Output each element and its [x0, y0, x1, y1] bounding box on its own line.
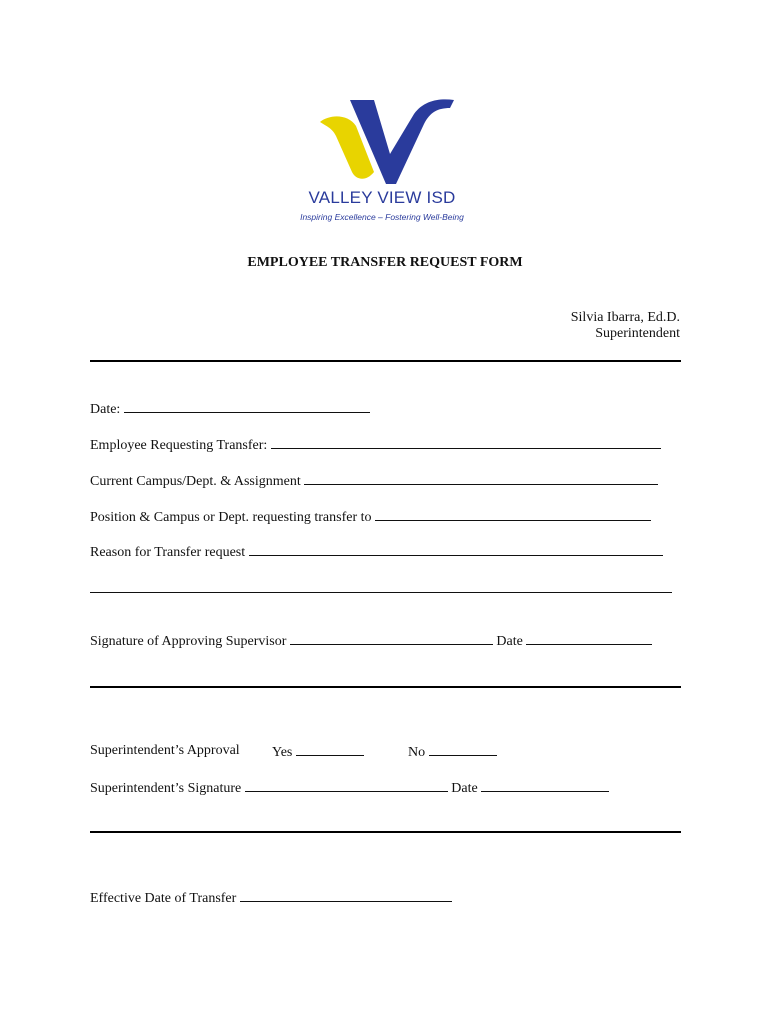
reason-continued-blank[interactable]: [90, 580, 672, 593]
superintendent-title: Superintendent: [595, 326, 680, 341]
divider: [90, 686, 681, 688]
approval-yes-label: Yes: [272, 745, 293, 760]
superintendent-signature-blank[interactable]: [245, 779, 448, 792]
superintendent-approval-label: Superintendent’s Approval: [90, 743, 240, 758]
effective-date-field: [90, 889, 452, 907]
supervisor-date-blank[interactable]: [526, 632, 652, 645]
position-label: Position & Campus or Dept. requesting transfer to: [90, 510, 372, 525]
superintendent-date-blank[interactable]: [481, 779, 609, 792]
current-assignment-blank[interactable]: [304, 472, 658, 485]
effective-date-blank[interactable]: [240, 889, 452, 902]
employee-blank[interactable]: [271, 436, 661, 449]
superintendent-signature-label: Superintendent’s Signature: [90, 781, 242, 796]
date-field: [90, 400, 370, 418]
current-assignment-field: [90, 472, 658, 490]
approval-no-blank[interactable]: [429, 743, 497, 756]
approval-yes-field: [272, 743, 364, 761]
reason-field: [90, 543, 663, 561]
district-logo: [290, 96, 480, 231]
supervisor-signature-field: [90, 632, 652, 650]
superintendent-name: Silvia Ibarra, Ed.D.: [570, 310, 680, 325]
employee-field: [90, 436, 661, 454]
superintendent-signature-field: [90, 779, 609, 797]
date-label: Date:: [90, 402, 121, 417]
approval-yes-blank[interactable]: [296, 743, 364, 756]
approval-no-label: No: [408, 745, 426, 760]
divider: [90, 831, 681, 833]
reason-continued: [90, 580, 672, 598]
reason-label: Reason for Transfer request: [90, 545, 246, 560]
reason-blank[interactable]: [249, 543, 663, 556]
date-blank[interactable]: [124, 400, 370, 413]
valley-view-v-icon: [290, 96, 474, 188]
superintendent-date-label: Date: [451, 781, 478, 796]
district-tagline: Inspiring Excellence – Fostering Well-Being: [300, 212, 464, 222]
position-blank[interactable]: [375, 508, 651, 521]
approval-no-field: [408, 743, 497, 761]
employee-label: Employee Requesting Transfer:: [90, 438, 268, 453]
current-assignment-label: Current Campus/Dept. & Assignment: [90, 474, 301, 489]
supervisor-signature-label: Signature of Approving Supervisor: [90, 634, 287, 649]
form-title: EMPLOYEE TRANSFER REQUEST FORM: [247, 255, 523, 270]
supervisor-date-label: Date: [496, 634, 523, 649]
divider: [90, 360, 681, 362]
effective-date-label: Effective Date of Transfer: [90, 891, 237, 906]
position-field: [90, 508, 651, 526]
supervisor-signature-blank[interactable]: [290, 632, 493, 645]
district-name: VALLEY VIEW ISD: [308, 188, 456, 207]
